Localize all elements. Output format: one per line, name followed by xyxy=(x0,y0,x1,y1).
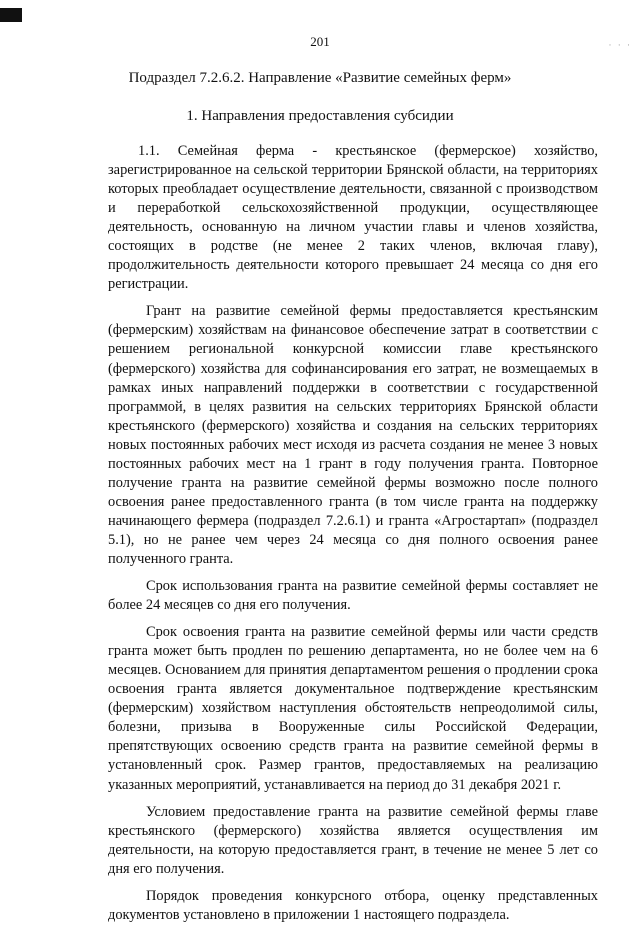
paragraph-family-farm-definition: 1.1. Семейная ферма - крестьянское (фермерское) хозяйство, зарегистрированное на сельской территории Брянской области, на территориях которых преобладает осуществление деятельности, связанной с производством и переработкой сельскохозяйственной продукции, осуществляющее деятельность, основанную на личном участии главы и членов хозяйства, состоящих в родстве (не менее 2 таких членов, включая главу), продолжительность деятельности которого превышает 24 месяца со дня его регистрации. xyxy=(108,143,598,293)
section-title: Подраздел 7.2.6.2. Направление «Развитие семейных ферм» xyxy=(128,70,512,86)
page-number: 201 xyxy=(310,34,330,49)
paragraph-grant-usage-term: Срок использования гранта на развитие семейной фермы составляет не более 24 месяцев со дня его получения. xyxy=(108,578,598,614)
paragraph-selection-procedure: Порядок проведения конкурсного отбора, оценку представленных документов установлено в приложении 1 настоящего подраздела. xyxy=(108,887,598,923)
document-body xyxy=(108,142,598,933)
scan-edge-mark xyxy=(0,8,22,22)
paragraph-grant-extension: Срок освоения гранта на развитие семейной фермы или части средств гранта может быть продлен по решению департамента, но не более чем на 6 месяцев. Основанием для принятия департаментом решения о продлении срока освоения гранта является документальное подтверждение крестьянским (фермерским) хозяйством наступления обстоятельств непреодолимой силы, болезни, призыва в Вооруженные силы Российской Федерации, препятствующих освоению средств гранта на развитие семейной фермы в установленный срок. Размер грантов, предоставляемых на реализацию указанных мероприятий, устанавливается на период до 31 декабря 2021 г. xyxy=(108,624,598,793)
scan-noise-dots: · · · xyxy=(608,40,632,50)
subsection-title: 1. Направления предоставления субсидии xyxy=(186,108,454,124)
paragraph-grant-purpose: Грант на развитие семейной фермы предоставляется крестьянским (фермерским) хозяйствам на финансовое обеспечение затрат в соответствии с решением региональной конкурсной комиссии главе крестьянского (фермерского) хозяйства для софинансирования его затрат, не возмещаемых в рамках иных направлений поддержки в соответствии с государственной программой, в целях развития на сельских территориях Брянской области крестьянского (фермерского) хозяйства и создания на сельских территориях новых постоянных рабочих мест исходя из расчета создания не менее 3 новых постоянных рабочих мест на 1 грант в году получения гранта. Повторное получение гранта на развитие семейной фермы возможно после полного освоения ранее предоставленного гранта (в том числе гранта на поддержку начинающего фермера (подраздел 7.2.6.1) и гранта «Агростартап» (подраздел 5.1), но не ранее чем через 24 месяца со дня полного освоения ранее полученного гранта. xyxy=(108,303,598,567)
paragraph-grant-condition: Условием предоставление гранта на развитие семейной фермы главе крестьянского (фермерского) хозяйства является осуществления им деятельности, на которую предоставляется грант, в течение не менее 5 лет со дня его получения. xyxy=(108,803,598,877)
